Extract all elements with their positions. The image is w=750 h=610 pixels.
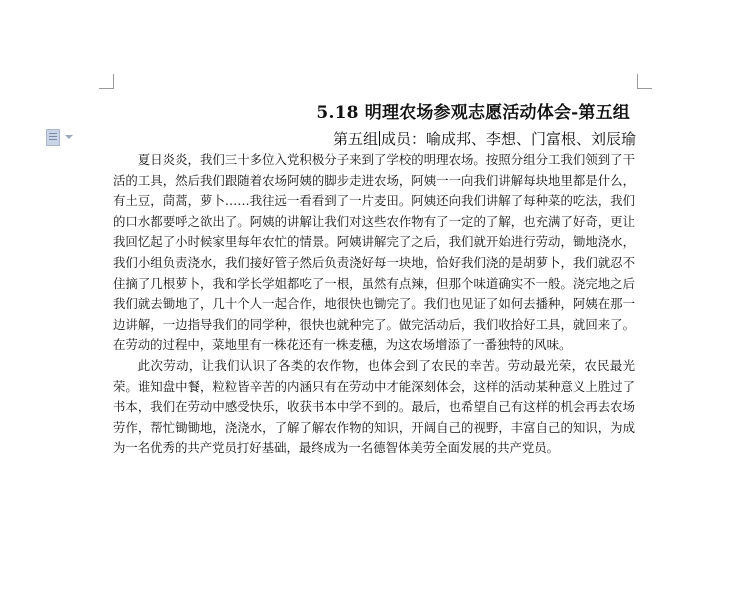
paragraph: 夏日炎炎，我们三十多位入党积极分子来到了学校的明理农场。按照分组分工我们领到了干活的工具，然后我们跟随着农场阿姨的脚步走进农场，阿姨一一向我们讲解每块地里都是什么，有土豆，茼蒿，萝卜……我往远一看看到了一片麦田。阿姨还向我们讲解了每种菜的吃法，我们的口水都要呼之欲出了。阿姨的讲解让我们对这些农作物有了一定的了解，也充满了好奇，更让我回忆起了小时候家里每年农忙的情景。阿姨讲解完了之后，我们就开始进行劳动，锄地浇水，我们小组负责浇水，我们接好管子然后负责浇好每一块地，恰好我们浇的是胡萝卜，我们就忍不住摘了几根萝卜，我和学长学姐都吃了一根，虽然有点辣，但那个味道确实不一般。浇完地之后我们就去锄地了，几十个人一起合作，地很快也锄完了。我们也见证了如何去播种，阿姨在那一边讲解，一边指导我们的同学种，很快也就种完了。做完活动后，我们收拾好工具，就回来了。在劳动的过程中，菜地里有一株花还有一株麦穗，为这农场增添了一番独特的风味。 <box>113 152 635 353</box>
paste-options-icon[interactable] <box>46 128 78 146</box>
document-title: 5.18 明理农场参观志愿活动体会-第五组 <box>316 103 630 123</box>
group-members <box>110 128 636 149</box>
paragraph: 此次劳动，让我们认识了各类的农作物，也体会到了农民的幸苦。劳动最光荣，农民最光荣。谁知盘中餐，粒粒皆辛苦的内涵只有在劳动中才能深刻体会，这样的活动某种意义上胜过了书本，我们在劳动中感受快乐，收获书本中学不到的。最后，也希望自己有这样的机会再去农场劳作，帮忙锄锄地，浇浇水，了解了解农作物的知识，开阔自己的视野，丰富自己的知识，为成为一名优秀的共产党员打好基础，最终成为一名德智体美劳全面发展的共产党员。 <box>113 357 635 456</box>
members-prefix: 第五组 <box>332 130 378 148</box>
margin-corner-top-left <box>99 74 114 89</box>
chevron-down-icon <box>65 135 73 139</box>
document-icon <box>46 129 60 146</box>
text-cursor <box>379 131 380 146</box>
members-suffix: 成员：喻成邦、李想、门富根、刘辰瑜 <box>380 130 636 148</box>
document-body[interactable] <box>113 150 635 459</box>
margin-corner-top-right <box>637 74 652 89</box>
